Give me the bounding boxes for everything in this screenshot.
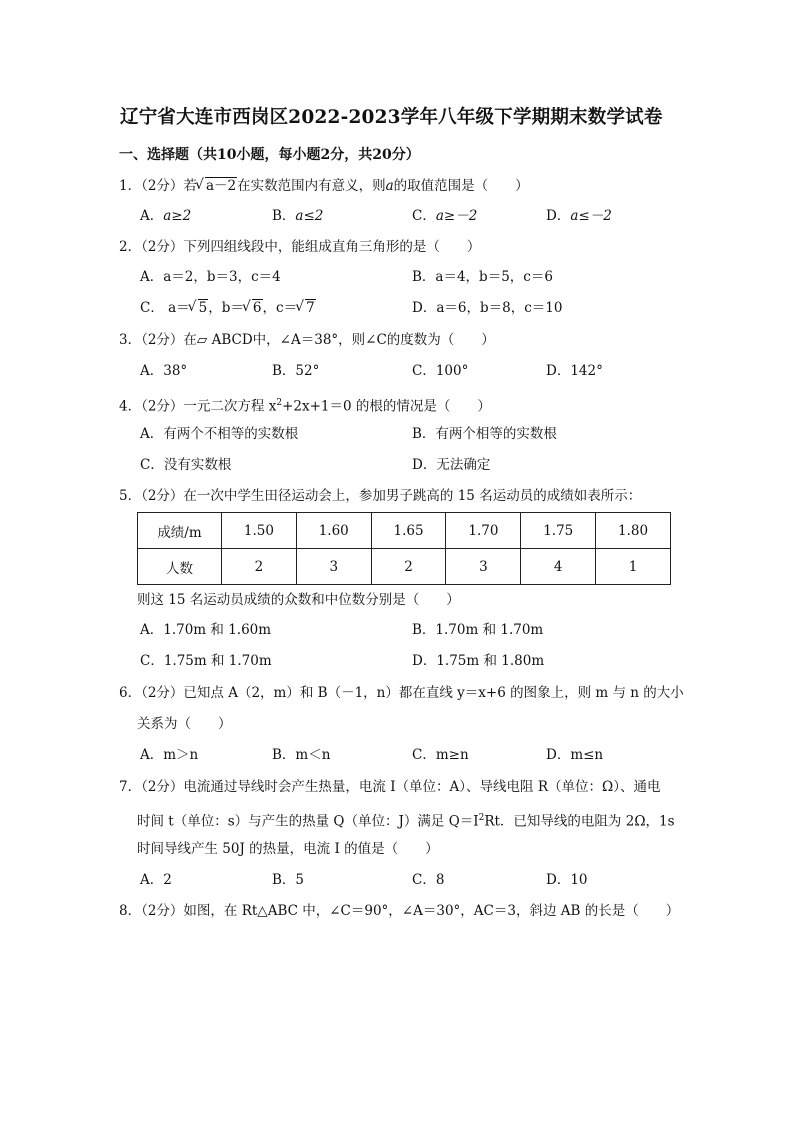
q4-option-b: B．有两个相等的实数根	[412, 426, 557, 442]
table-row	[138, 513, 671, 549]
q2-option-a: A．a＝2，b＝3，c＝4	[140, 269, 281, 285]
table-cell: 成绩/m	[138, 513, 222, 549]
q3-option-b: B．52°	[272, 363, 320, 379]
q7-option-c: C．8	[412, 872, 445, 888]
q5-option-b: B．1.70m 和 1.70m	[412, 622, 544, 638]
q4-option-a: A．有两个不相等的实数根	[140, 426, 299, 442]
section-heading: 一、选择题（共10小题，每小题2分，共20分）	[119, 147, 420, 163]
table-cell: 4	[521, 549, 596, 585]
q5-option-a: A．1.70m 和 1.60m	[140, 622, 272, 638]
q6-option-b: B．m＜n	[272, 747, 331, 763]
table-cell: 3	[296, 549, 371, 585]
q1-stem-end: 的取值范围是（ ）	[393, 178, 529, 194]
table-cell: 1.75	[521, 513, 596, 549]
table-cell: 1.65	[371, 513, 446, 549]
question-2: 2．（2分）下列四组线段中，能组成直角三角形的是（ ）	[119, 239, 481, 255]
table-cell: 1.50	[222, 513, 297, 549]
score-table	[137, 512, 671, 585]
q2-option-c: C． a＝√ 5，b＝√ 6，c＝√ 7	[140, 299, 316, 317]
table-cell: 1.80	[596, 513, 671, 549]
sqrt-symbol	[197, 177, 237, 195]
q3-option-a: A．38°	[140, 363, 188, 379]
table-cell: 3	[446, 549, 521, 585]
q7-option-a: A．2	[140, 872, 172, 888]
table-cell: 1	[596, 549, 671, 585]
q7-option-d: D．10	[546, 872, 588, 888]
table-cell: 人数	[138, 549, 222, 585]
table-cell: 1.70	[446, 513, 521, 549]
question-5: 5．（2分）在一次中学生田径运动会上，参加男子跳高的 15 名运动员的成绩如表所示：	[119, 488, 642, 504]
q5-option-d: D．1.75m 和 1.80m	[412, 653, 545, 669]
q5-followup: 则这 15 名运动员成绩的众数和中位数分别是（ ）	[137, 592, 460, 608]
q2-option-b: B．a＝4，b＝5，c＝6	[412, 269, 553, 285]
question-7-line2: 时间 t（单位：s）与产生的热量 Q（单位：J）满足 $Q=I^2Rt$．已知导线的电阻为 2Ω，1s	[137, 813, 675, 830]
q3-option-d: D．142°	[546, 363, 603, 379]
q1-stem-pre: 1．（2分）若	[119, 178, 197, 194]
q1-var: a	[385, 178, 394, 194]
question-8: 8．（2分）如图，在 Rt△ABC 中，∠C＝90°，∠A＝30°，AC＝3，斜边 AB 的长是（ ）	[119, 903, 680, 919]
q3-option-c: C．100°	[412, 363, 469, 379]
q6-option-a: A．m＞n	[140, 747, 199, 763]
q7-option-b: B．5	[272, 872, 305, 888]
question-3: 3．（2分）在▱ ABCD中，∠A＝38°，则∠C的度数为（ ）	[119, 332, 495, 348]
q2-option-d: D．a＝6，b＝8，c＝10	[412, 300, 563, 316]
table-cell: 1.60	[296, 513, 371, 549]
table-cell: 2	[371, 549, 446, 585]
question-7-line3: 时间导线产生 50J 的热量，电流 I 的值是（ ）	[137, 841, 439, 857]
q1-radicand: a－2	[205, 178, 237, 194]
q4-option-c: C．没有实数根	[140, 457, 232, 473]
question-4: 4．（2分）一元二次方程 $x^2+2x+1=0$ 的根的情况是（ ）	[119, 398, 491, 415]
q5-option-c: C．1.75m 和 1.70m	[140, 653, 272, 669]
q1-option-c: C．a≥－2	[412, 208, 478, 224]
question-6-line2: 关系为（ ）	[137, 716, 232, 732]
table-row	[138, 549, 671, 585]
q1-option-a: A．a≥2	[140, 208, 192, 224]
q6-option-c: C．m≥n	[412, 747, 469, 763]
q6-option-d: D．m≤n	[546, 747, 604, 763]
q1-option-d: D．a≤－2	[546, 208, 612, 224]
q1-stem-post: 在实数范围内有意义，则	[237, 178, 386, 194]
table-cell: 2	[222, 549, 297, 585]
question-6-line1: 6．（2分）已知点 A（2，m）和 B（－1，n）都在直线 y＝x+6 的图象上，则 m 与 n 的大小	[119, 685, 684, 701]
q4-option-d: D．无法确定	[412, 457, 491, 473]
question-1	[119, 177, 529, 195]
q1-option-b: B．a≤2	[272, 208, 324, 224]
page-title: 辽宁省大连市西岗区2022-2023学年八年级下学期期末数学试卷	[120, 107, 663, 128]
question-7-line1: 7．（2分）电流通过导线时会产生热量，电流 I（单位：A）、导线电阻 R（单位：Ω）、通电	[119, 779, 661, 795]
